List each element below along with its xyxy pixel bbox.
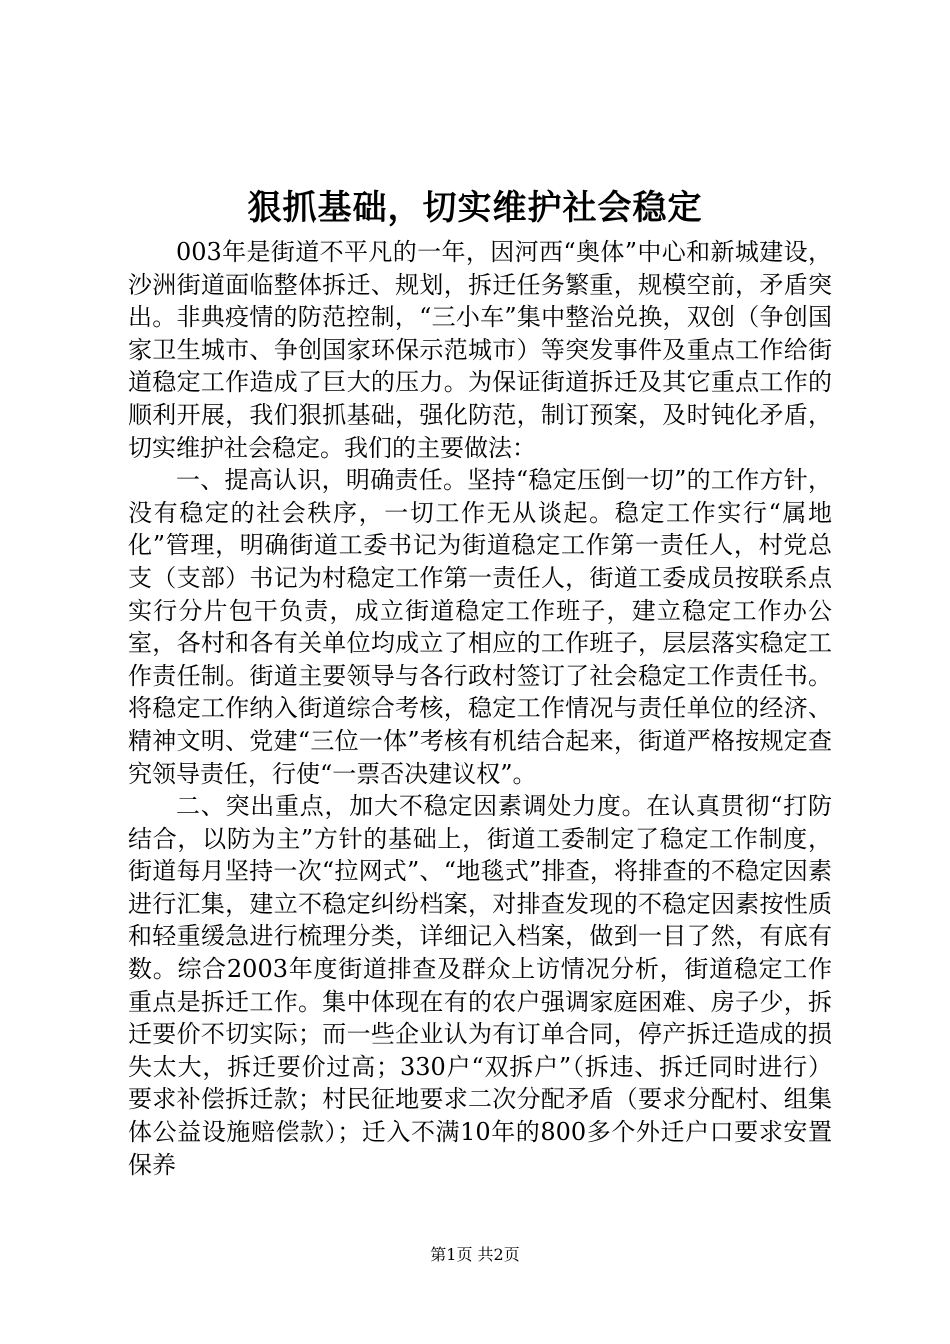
paragraph-section-2: 二、突出重点，加大不稳定因素调处力度。在认真贯彻“打防结合，以防为主”方针的基础上，街道工委制定了稳定工作制度，街道每月坚持一次“拉网式”、“地毯式”排查，将排查的不稳定因素进行汇集，建立不稳定纠纷档案，对排查发现的不稳定因素按性质和轻重缓急进行梳理分类，详细记入档案，做到一目了然，有底有数。综合2003年度街道排查及群众上访情况分析，街道稳定工作重点是拆迁工作。集中体现在有的农户强调家庭困难、房子少，拆迁要价不切实际；而一些企业认为有订单合同，停产拆迁造成的损失太大，拆迁要价过高；330户“双拆户”（拆违、拆迁同时进行）要求补偿拆迁款；村民征地要求二次分配矛盾（要求分配村、组集体公益设施赔偿款）；迁入不满10年的800多个外迁户口要求安置保养: [128, 792, 832, 1179]
paragraph-intro: 003年是街道不平凡的一年，因河西“奥体”中心和新城建设，沙洲街道面临整体拆迁、规划，拆迁任务繁重，规模空前，矛盾突出。非典疫情的防范控制，“三小车”集中整治兑换，双创（争创国家卫生城市、争创国家环保示范城市）等突发事件及重点工作给街道稳定工作造成了巨大的压力。为保证街道拆迁及其它重点工作的顺利开展，我们狠抓基础，强化防范，制订预案，及时钝化矛盾，切实维护社会稳定。我们的主要做法：: [128, 238, 832, 462]
document-body: [128, 236, 832, 1181]
page-number-footer: 第1页 共2页: [430, 1245, 520, 1264]
document-title: 狠抓基础，切实维护社会稳定: [247, 188, 703, 228]
paragraph-section-1: 一、提高认识，明确责任。坚持“稳定压倒一切”的工作方针，没有稳定的社会秩序，一切工作无从谈起。稳定工作实行“属地化”管理，明确街道工委书记为街道稳定工作第一责任人，村党总支（支部）书记为村稳定工作第一责任人，街道工委成员按联系点实行分片包干负责，成立街道稳定工作班子，建立稳定工作办公室，各村和各有关单位均成立了相应的工作班子，层层落实稳定工作责任制。街道主要领导与各行政村签订了社会稳定工作责任书。将稳定工作纳入街道综合考核，稳定工作情况与责任单位的经济、精神文明、党建“三位一体”考核有机结合起来，街道严格按规定查究领导责任，行使“一票否决建议权”。: [128, 466, 832, 788]
